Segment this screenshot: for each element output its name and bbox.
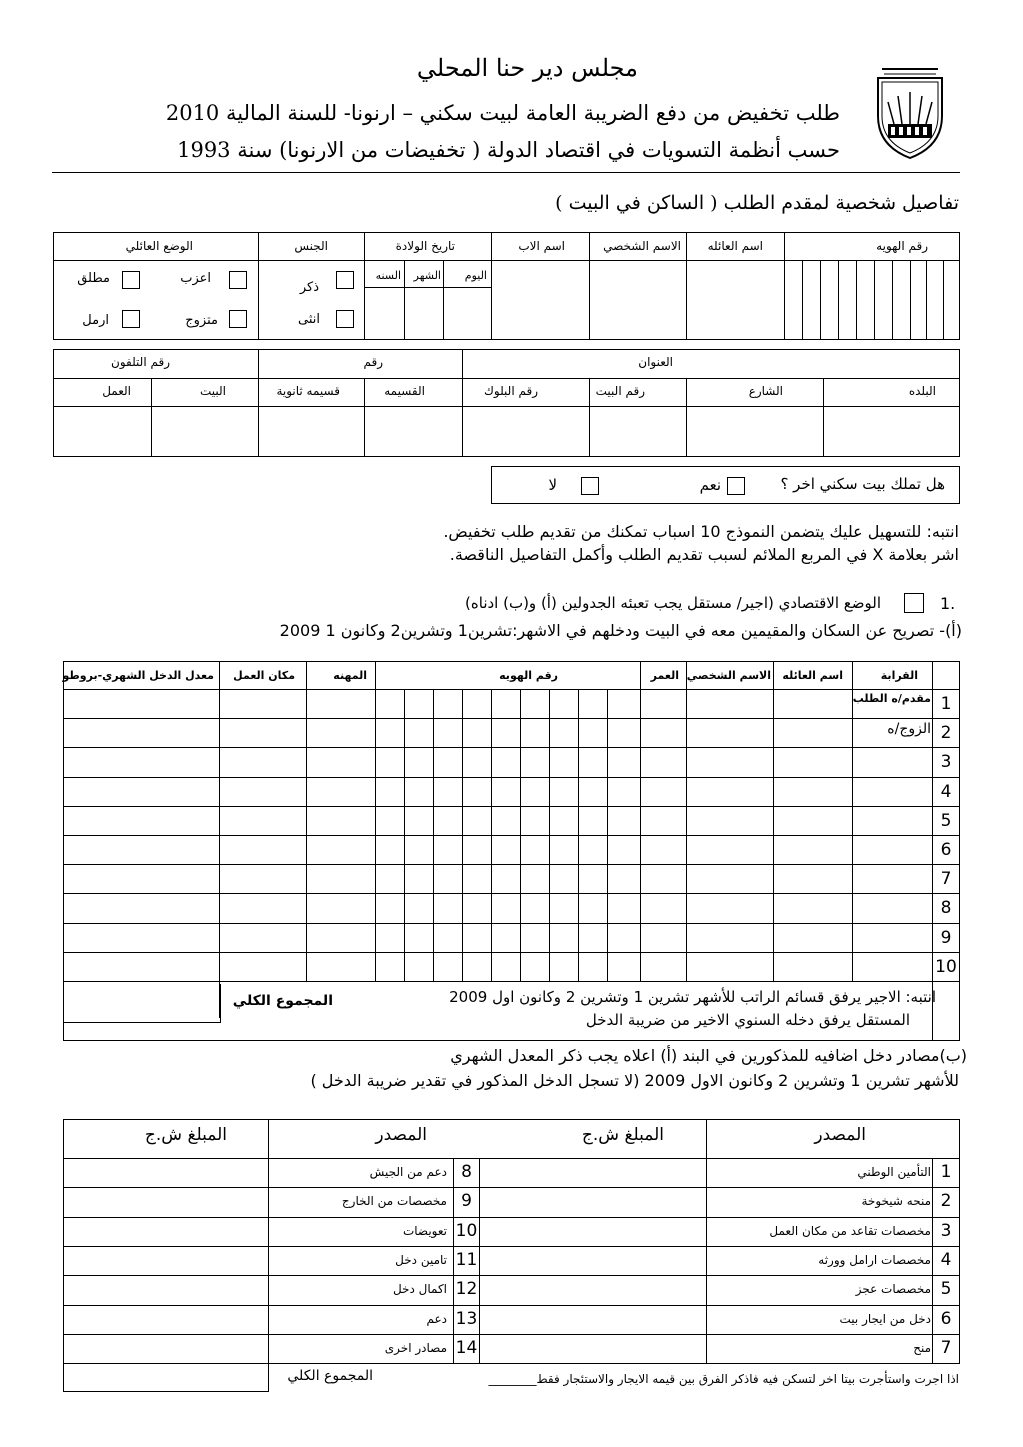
src-h-amount-left: المبلغ ش.ج: [144, 1125, 227, 1145]
res-row-number: 10: [935, 957, 957, 977]
res-col-income: معدل الدخل الشهري-بروطو: [62, 669, 214, 682]
res-col-family: اسم العائله: [782, 669, 843, 682]
src-total-label: المجموع الكلي: [287, 1368, 373, 1384]
own-house-yes-checkbox[interactable]: [727, 477, 745, 495]
marital-widowed-label: ارمل: [82, 313, 109, 328]
header-divider: [52, 172, 960, 173]
source-amount-field[interactable]: [64, 1246, 268, 1275]
col-gender-label: الجنس: [294, 239, 328, 253]
section1-title: الوضع الاقتصادي (اجير/ مستقل يجب تعبئه الجدولين (أ) و(ب) ادناه): [465, 594, 881, 612]
marital-divorced-checkbox[interactable]: [122, 271, 140, 289]
source-label: مخصصات من الخارج: [341, 1194, 447, 1208]
personal-section-title: تفاصيل شخصية لمقدم الطلب ( الساكن في البيت ): [555, 192, 959, 214]
source-label: دعم: [426, 1312, 447, 1326]
res-row-number: 6: [940, 840, 952, 860]
col-id-label: رقم الهويه: [876, 239, 928, 253]
source-amount-field[interactable]: [480, 1187, 705, 1216]
source-amount-field[interactable]: [480, 1305, 705, 1334]
source-number: 2: [940, 1191, 952, 1211]
source-label: منحه شيخوخة: [861, 1194, 931, 1208]
res-col-age: العمر: [650, 669, 679, 682]
gender-male-label: ذكر: [299, 280, 319, 295]
own-house-question: هل تملك بيت سكني اخر ؟: [780, 475, 945, 493]
gender-female-label: انثى: [298, 312, 320, 327]
source-label: منح: [913, 1341, 931, 1355]
source-label: مخصصات عجز: [855, 1282, 931, 1296]
res-col-relation: القرابة: [880, 669, 918, 682]
work-phone-label: العمل: [102, 384, 131, 398]
res-footer-note1: انتبه: الاجير يرفق قسائم الراتب للأشهر تشرين 1 وتشرين 2 وكانون اول 2009: [449, 988, 936, 1006]
table-row[interactable]: [63, 864, 932, 893]
src-h-source-right: المصدر: [814, 1125, 866, 1145]
source-number: 5: [940, 1279, 952, 1299]
source-number: 9: [461, 1191, 472, 1211]
rent-note: اذا اجرت واستأجرت بيتا اخر لتسكن فيه فاذكر الفرق بين قيمه الايجار والاستئجار فقط________: [488, 1372, 959, 1386]
res-col-first: الاسم الشخصي: [686, 669, 771, 682]
section-b-line2: للأشهر تشرين 1 وتشرين 2 وكانون الاول 2009 (لا تسجل الدخل المذكور في تقدير ضريبة الدخل ): [310, 1071, 959, 1090]
source-amount-field[interactable]: [64, 1187, 268, 1216]
source-label: تعويضات: [402, 1224, 447, 1238]
res-col-workplace: مكان العمل: [233, 669, 295, 682]
source-label: مصادر اخرى: [384, 1341, 447, 1355]
dob-month-label: الشهر: [413, 269, 441, 282]
col-first-label: الاسم الشخصي: [603, 239, 681, 253]
source-amount-field[interactable]: [64, 1217, 268, 1246]
marital-widowed-checkbox[interactable]: [122, 310, 140, 328]
source-number: 6: [940, 1309, 952, 1329]
res-row-number: 1: [940, 694, 952, 714]
own-house-no-label: لا: [548, 476, 557, 494]
subparcel-label: قسيمه ثانوية: [276, 384, 340, 398]
own-house-no-checkbox[interactable]: [581, 477, 599, 495]
source-amount-field[interactable]: [64, 1158, 268, 1187]
table-row[interactable]: [63, 893, 932, 922]
table-row[interactable]: [63, 777, 932, 806]
res-footer-note2: المستقل يرفق دخله السنوي الاخير من ضريبة الدخل: [585, 1011, 910, 1029]
source-label: اكمال دخل: [392, 1282, 447, 1296]
source-number: 12: [455, 1279, 478, 1299]
phone-label: رقم التلفون: [111, 355, 170, 369]
dob-day-label: اليوم: [464, 269, 487, 282]
res-col-job: المهنه: [333, 669, 367, 682]
town-label: البلده: [908, 384, 936, 398]
src-h-amount-right: المبلغ ش.ج: [581, 1125, 664, 1145]
source-label: دخل من ايجار بيت: [839, 1312, 931, 1326]
number-label: رقم: [363, 355, 383, 369]
res-row-relation: الزوج/ه: [887, 721, 931, 737]
table-row[interactable]: [63, 952, 932, 981]
source-amount-field[interactable]: [480, 1246, 705, 1275]
section1-checkbox[interactable]: [904, 593, 924, 613]
section1-sub-a: (أ)- تصريح عن السكان والمقيمين معه في البيت ودخلهم في الاشهر:تشرين1 وتشرين2 وكانون 1 2009: [279, 621, 962, 640]
notice-line1: انتبه: للتسهيل عليك يتضمن النموذج 10 اسباب تمكنك من تقديم طلب تخفيض.: [443, 522, 959, 541]
col-family-label: اسم العائله: [707, 239, 763, 253]
res-row-relation: مقدم/ه الطلب: [852, 692, 931, 705]
dob-year-label: السنه: [375, 269, 401, 282]
section1-number: 1.: [940, 594, 956, 613]
marital-single-label: اعزب: [180, 271, 211, 286]
gender-male-checkbox[interactable]: [336, 271, 354, 289]
source-amount-field[interactable]: [64, 1275, 268, 1304]
marital-divorced-label: مطلق: [77, 271, 110, 286]
res-total-field[interactable]: [63, 984, 221, 1023]
source-number: 14: [455, 1338, 478, 1358]
col-dob-label: تاريخ الولادة: [395, 239, 455, 253]
source-number: 10: [455, 1221, 478, 1241]
own-house-yes-label: نعم: [699, 476, 721, 494]
res-total-label: المجموع الكلي: [232, 993, 333, 1009]
marital-married-label: متزوج: [185, 313, 218, 328]
res-col-id: رقم الهويه: [499, 669, 558, 682]
table-row[interactable]: [63, 718, 932, 747]
house-no-label: رقم البيت: [595, 384, 645, 398]
source-amount-field[interactable]: [480, 1217, 705, 1246]
source-amount-field[interactable]: [64, 1334, 268, 1363]
request-title-line2: حسب أنظمة التسويات في اقتصاد الدولة ( تخفيضات من الارنونا) سنة 1993: [177, 138, 840, 162]
council-title: مجلس دير حنا المحلي: [416, 54, 638, 82]
col-father-label: اسم الاب: [518, 239, 565, 253]
source-label: مخصصات ارامل وورثه: [818, 1253, 931, 1267]
table-row[interactable]: [63, 747, 932, 776]
section-b-line1: (ب)مصادر دخل اضافيه للمذكورين في البند (أ) اعلاه يجب ذكر المعدل الشهري: [450, 1046, 967, 1065]
source-number: 13: [455, 1309, 478, 1329]
parcel-label: القسيمه: [384, 384, 425, 398]
marital-single-checkbox[interactable]: [229, 271, 247, 289]
col-marital-label: الوضع العائلي: [125, 239, 193, 253]
source-label: مخصصات تقاعد من مكان العمل: [769, 1224, 931, 1238]
res-row-number: 2: [940, 723, 952, 743]
source-number: 8: [461, 1162, 472, 1182]
request-title-line1: طلب تخفيض من دفع الضريبة العامة لبيت سكني – ارنونا- للسنة المالية 2010: [165, 101, 840, 125]
res-row-number: 3: [940, 752, 952, 772]
table-row[interactable]: [63, 835, 932, 864]
street-label: الشارع: [748, 384, 783, 398]
marital-married-checkbox[interactable]: [229, 310, 247, 328]
src-h-source-left: المصدر: [375, 1125, 427, 1145]
source-amount-field[interactable]: [480, 1275, 705, 1304]
source-number: 11: [455, 1250, 478, 1270]
source-label: تامين دخل: [395, 1253, 447, 1267]
res-row-number: 8: [940, 898, 952, 918]
notice-line2: اشر بعلامة X في المربع الملائم لسبب تقديم الطلب وأكمل التفاصيل الناقصة.: [449, 545, 959, 564]
block-no-label: رقم البلوك: [483, 384, 538, 398]
res-row-number: 9: [940, 928, 952, 948]
address-label: العنوان: [638, 355, 673, 369]
source-number: 7: [940, 1338, 952, 1358]
source-label: التأمين الوطني: [857, 1165, 931, 1179]
source-amount-field[interactable]: [480, 1334, 705, 1363]
table-row[interactable]: [63, 689, 932, 718]
res-row-number: 7: [940, 869, 952, 889]
res-row-number: 5: [940, 811, 952, 831]
gender-female-checkbox[interactable]: [336, 310, 354, 328]
source-label: دعم من الجيش: [369, 1165, 447, 1179]
source-number: 3: [940, 1221, 952, 1241]
source-amount-field[interactable]: [480, 1158, 705, 1187]
home-phone-label: البيت: [199, 384, 226, 398]
source-amount-field[interactable]: [64, 1305, 268, 1334]
source-number: 1: [940, 1162, 952, 1182]
table-row[interactable]: [63, 806, 932, 835]
council-emblem: [874, 66, 946, 162]
source-number: 4: [940, 1250, 952, 1270]
table-row[interactable]: [63, 923, 932, 952]
src-total-field[interactable]: [63, 1363, 269, 1392]
res-row-number: 4: [940, 782, 952, 802]
emblem-shield-icon: [874, 66, 946, 162]
